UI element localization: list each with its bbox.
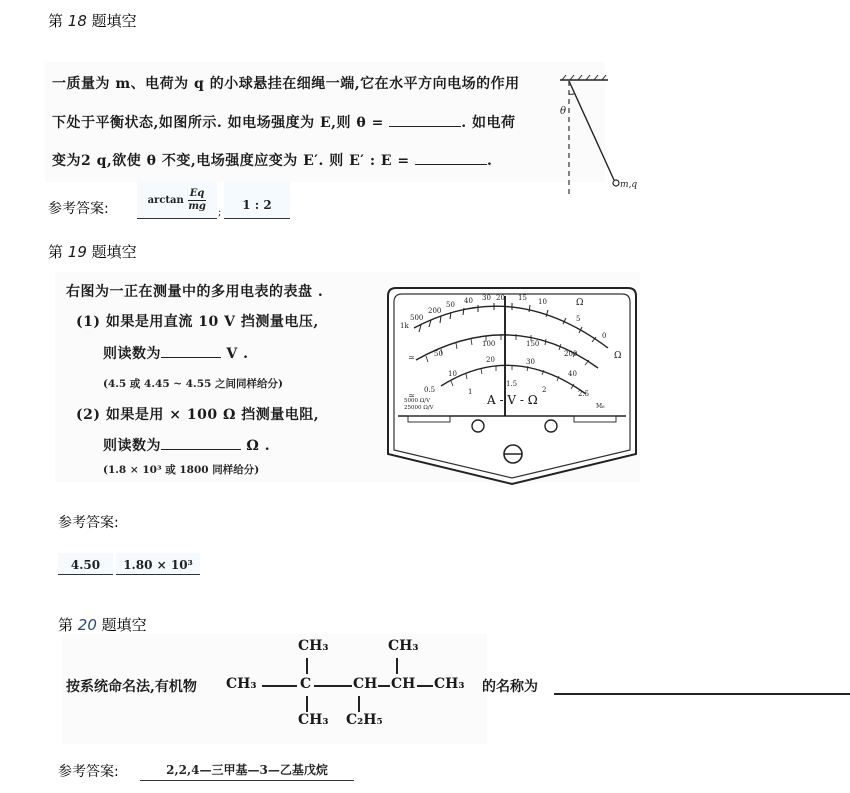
svg-text:1.5: 1.5 (506, 380, 518, 388)
fraction-denominator: mg (188, 200, 206, 212)
question-20-title (58, 614, 147, 635)
svg-text:2.5: 2.5 (578, 390, 590, 398)
q19-part2-reading (103, 435, 270, 455)
q18-line-2-tail: . 如电荷 (461, 115, 516, 131)
resistance-answer-blank[interactable] (161, 449, 241, 450)
q18-line-3-tail: . (487, 153, 493, 169)
q20-prompt: 按系统命名法,有机物 (66, 679, 197, 695)
main-chain-4: CH (391, 676, 416, 692)
svg-text:1: 1 (468, 388, 473, 396)
sensitivity-dc: 5000 Ω/V (404, 398, 431, 404)
bond-vertical (306, 658, 308, 674)
q19-intro: 右图为一正在测量中的多用电表的表盘 . (66, 284, 324, 300)
theta-label: θ (560, 106, 567, 117)
title-suffix: 题填空 (101, 616, 147, 634)
q19-part2-question: (2) 如果是用 × 100 Ω 挡测量电阻, (76, 407, 320, 423)
svg-text:20: 20 (496, 294, 505, 302)
q19-part2-note: (1.8 × 10³ 或 1800 同样给分) (103, 464, 260, 476)
unit-volt: V . (226, 346, 249, 362)
adjust-knob-left (472, 420, 484, 432)
reading-label: 则读数为 (103, 346, 161, 362)
bond-horizontal (417, 685, 433, 687)
svg-text:2: 2 (542, 386, 547, 394)
svg-text:1k: 1k (400, 322, 409, 330)
svg-text:≃: ≃ (408, 353, 415, 362)
svg-text:30: 30 (526, 358, 535, 366)
meter-function-label: A - V - Ω (487, 393, 538, 407)
ohm-scale-symbol: Ω (576, 298, 584, 308)
question-number: 20 (77, 616, 97, 634)
q18-answer-2: 1 : 2 (224, 182, 290, 219)
arctan-text: arctan (147, 194, 184, 206)
q19-answer-2: 1.80 × 10³ (116, 553, 200, 575)
model-label: M₆ (596, 403, 605, 410)
main-chain-5: CH₃ (434, 676, 465, 692)
charged-ball (613, 180, 619, 186)
q19-answer-1: 4.50 (58, 553, 113, 575)
substituent-top-1: CH₃ (298, 638, 329, 654)
svg-text:40: 40 (464, 297, 473, 305)
voltage-answer-blank[interactable] (161, 357, 221, 358)
title-prefix: 第 (48, 12, 64, 30)
svg-text:15: 15 (518, 294, 527, 302)
name-answer-blank[interactable] (554, 693, 850, 695)
q19-part1-question: (1) 如果是用直流 10 V 挡测量电压, (76, 314, 319, 330)
mass-charge-label: m,q (620, 180, 638, 190)
svg-text:Ω: Ω (614, 351, 622, 361)
q20-prompt-tail: 的名称为 (482, 679, 538, 695)
bond-horizontal (262, 685, 297, 687)
title-suffix: 题填空 (91, 12, 137, 30)
answer-separator: ; (218, 207, 222, 218)
bond-horizontal (378, 685, 390, 687)
svg-text:200: 200 (428, 307, 442, 315)
theta-answer-blank[interactable] (389, 126, 461, 127)
svg-text:10: 10 (448, 370, 457, 378)
svg-text:40: 40 (568, 370, 577, 378)
sensitivity-ac: 25000 Ω/V (404, 405, 434, 411)
svg-text:≃: ≃ (408, 391, 415, 400)
multimeter-dial (386, 286, 638, 486)
svg-text:0.5: 0.5 (424, 386, 436, 394)
q18-answer-label: 参考答案: (48, 201, 109, 217)
reading-label: 则读数为 (103, 438, 161, 454)
ratio-answer-blank[interactable] (415, 164, 487, 165)
q18-answer-1 (137, 182, 217, 219)
question-number: 18 (67, 12, 87, 30)
svg-text:5: 5 (576, 315, 581, 323)
substituent-top-2: CH₃ (388, 638, 419, 654)
svg-text:500: 500 (410, 314, 424, 322)
bond-vertical (358, 696, 360, 712)
svg-text:200: 200 (564, 350, 578, 358)
main-chain-3: CH (353, 676, 378, 692)
svg-text:0: 0 (602, 332, 607, 340)
unit-ohm: Ω . (246, 438, 271, 454)
bond-horizontal (314, 685, 352, 687)
question-19-title (48, 241, 137, 262)
question-18-title (48, 10, 137, 31)
q18-line-1: 一质量为 m、电荷为 q 的小球悬挂在细绳一端,它在水平方向电场的作用 (52, 76, 520, 92)
q18-line-3-text: 变为2 q,欲使 θ 不变,电场强度应变为 E′. 则 E′ : E = (52, 153, 410, 169)
svg-text:150: 150 (526, 340, 540, 348)
svg-text:50: 50 (446, 301, 455, 309)
q19-part1-reading (103, 343, 249, 363)
svg-text:50: 50 (434, 350, 443, 358)
main-chain-2: C (300, 676, 312, 692)
bond-vertical (306, 696, 308, 712)
q18-line-2-text: 下处于平衡状态,如图所示. 如电场强度为 E,则 θ = (52, 115, 384, 131)
substituent-bottom-1: CH₃ (298, 712, 329, 728)
question-number: 19 (67, 243, 87, 261)
svg-text:30: 30 (482, 294, 491, 302)
q19-answer-label: 参考答案: (58, 515, 119, 531)
q20-answer-label: 参考答案: (58, 764, 119, 780)
title-suffix: 题填空 (91, 243, 137, 261)
title-prefix: 第 (58, 616, 74, 634)
q19-part1-note: (4.5 或 4.45 ~ 4.55 之间同样给分) (103, 378, 283, 390)
svg-text:20: 20 (486, 356, 495, 364)
adjust-knob-right (545, 420, 557, 432)
q18-line-2 (52, 112, 515, 132)
fraction-numerator: Eq (189, 187, 205, 199)
q18-line-3 (52, 150, 492, 170)
substituent-bottom-2: C₂H₅ (346, 712, 383, 728)
title-prefix: 第 (48, 243, 64, 261)
bond-vertical (396, 658, 398, 674)
svg-text:100: 100 (482, 340, 496, 348)
main-chain-1: CH₃ (226, 676, 257, 692)
pendulum-figure (548, 72, 638, 197)
structural-formula (218, 636, 488, 736)
svg-text:10: 10 (538, 298, 547, 306)
q20-answer-1: 2,2,4—三甲基—3—乙基戊烷 (140, 760, 354, 781)
